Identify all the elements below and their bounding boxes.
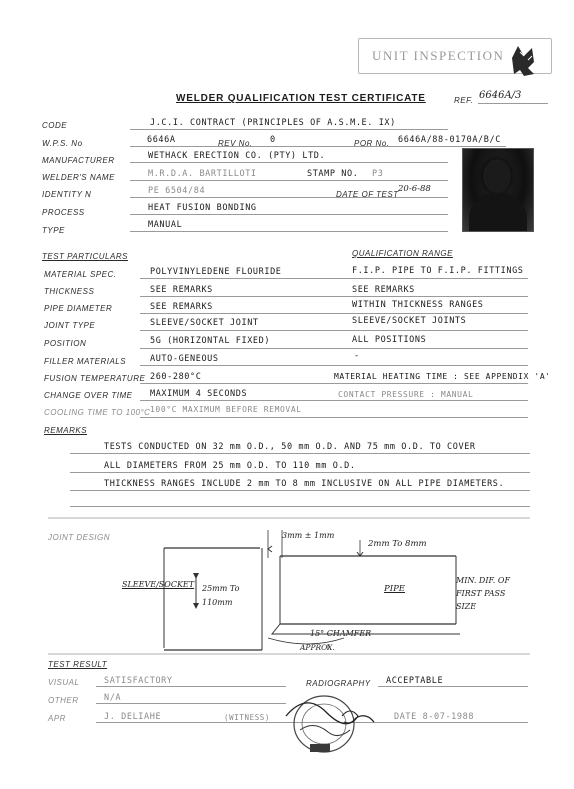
stamp-text: UNIT INSPECTION	[372, 48, 505, 63]
ref-label: REF.	[454, 96, 474, 105]
manufacturer-label: MANUFACTURER	[42, 156, 115, 165]
manufacturer-value: WETHACK ERECTION CO. (PTY) LTD.	[148, 151, 326, 161]
code-label: CODE	[42, 121, 68, 130]
range-value: ALL POSITIONS	[352, 335, 427, 345]
particular-label: FILLER MATERIALS	[44, 357, 127, 366]
remarks-line: ALL DIAMETERS FROM 25 mm O.D. TO 110 mm O.D.	[104, 461, 356, 471]
joint-depth-note: 25mm To 110mm	[202, 584, 240, 607]
result-date: DATE 8-07-1988	[394, 712, 475, 722]
joint-pipe-note: PIPE	[384, 584, 406, 594]
remarks-label: REMARKS	[44, 426, 88, 435]
joint-min-note: MIN. DIF. OF FIRST PASS SIZE	[456, 576, 510, 611]
joint-approx-note: APPROX.	[300, 643, 335, 652]
type-label: TYPE	[42, 226, 65, 235]
particular-label: POSITION	[44, 339, 87, 348]
remarks-line: THICKNESS RANGES INCLUDE 2 mm TO 8 mm INCLUSIVE ON ALL PIPE DIAMETERS.	[104, 479, 505, 489]
document-title: WELDER QUALIFICATION TEST CERTIFICATE	[176, 93, 426, 104]
other-value: N/A	[104, 693, 122, 703]
particular-value: 5G (HORIZONTAL FIXED)	[150, 336, 271, 346]
cooling-label: COOLING TIME TO 100°C	[44, 408, 151, 417]
visual-value: SATISFACTORY	[104, 676, 173, 686]
date-test-label: DATE OF TEST	[336, 190, 399, 199]
test-result-label: TEST RESULT	[48, 660, 108, 669]
date-test-value: 20-6-88	[398, 184, 431, 194]
range-value: WITHIN THICKNESS RANGES	[352, 300, 484, 310]
identity-label: IDENTITY N	[42, 190, 92, 199]
change-over-value: MAXIMUM 4 SECONDS	[150, 389, 248, 399]
range-value: -	[354, 351, 360, 361]
qualification-range-heading: QUALIFICATION RANGE	[352, 249, 453, 258]
cooling-value: 100°C MAXIMUM BEFORE REMOVAL	[150, 405, 302, 414]
por-label: POR No.	[354, 139, 390, 148]
range-value: SEE REMARKS	[352, 285, 415, 295]
witness-text: (WITNESS)	[224, 713, 271, 722]
code-value: J.C.I. CONTRACT (PRINCIPLES OF A.S.M.E. IX)	[150, 118, 396, 128]
joint-design-label: JOINT DESIGN	[48, 533, 111, 542]
fusion-label: FUSION TEMPERATURE	[44, 374, 146, 383]
fusion-value: 260-280°C	[150, 372, 202, 382]
fusion-heating: MATERIAL HEATING TIME : SEE APPENDIX 'A'	[334, 372, 551, 381]
particular-label: THICKNESS	[44, 287, 95, 296]
particular-value: SEE REMARKS	[150, 302, 213, 312]
process-value: HEAT FUSION BONDING	[148, 203, 257, 213]
welder-value: M.R.D.A. BARTILLOTI	[148, 169, 257, 179]
particular-value: SLEEVE/SOCKET JOINT	[150, 318, 259, 328]
apr-value: J. DELIAHE	[104, 712, 162, 722]
radiography-value: ACCEPTABLE	[386, 676, 444, 686]
particular-label: MATERIAL SPEC.	[44, 270, 117, 279]
range-value: SLEEVE/SOCKET JOINTS	[352, 316, 467, 326]
wps-label: W.P.S. No	[42, 139, 83, 148]
particular-value: SEE REMARKS	[150, 285, 213, 295]
range-value: F.I.P. PIPE TO F.I.P. FITTINGS	[352, 266, 524, 276]
welder-photo	[462, 148, 534, 232]
radiography-label: RADIOGRAPHY	[306, 679, 371, 688]
particular-value: POLYVINYLEDENE FLOURIDE	[150, 267, 282, 277]
welder-label: WELDER'S NAME	[42, 173, 115, 182]
remarks-line: TESTS CONDUCTED ON 32 mm O.D., 50 mm O.D. AND 75 mm O.D. TO COVER	[104, 442, 476, 452]
test-particulars-heading: TEST PARTICULARS	[42, 252, 128, 261]
joint-chamfer-note: 15° CHAMFER	[310, 629, 372, 638]
type-value: MANUAL	[148, 220, 183, 230]
wps-value: 6646A	[147, 135, 176, 145]
other-label: OTHER	[48, 696, 79, 705]
stamp-no-value: P3	[372, 169, 384, 179]
rev-value: 0	[270, 135, 276, 145]
ref-value: 6646A/3	[479, 90, 522, 101]
apr-label: APR	[48, 714, 66, 723]
por-value: 6646A/88-0170A/B/C	[398, 135, 501, 145]
visual-label: VISUAL	[48, 678, 80, 687]
change-over-label: CHANGE OVER TIME	[44, 391, 133, 400]
rev-label: REV No.	[218, 139, 253, 148]
particular-label: JOINT TYPE	[44, 321, 96, 330]
process-label: PROCESS	[42, 208, 85, 217]
particular-label: PIPE DIAMETER	[44, 304, 113, 313]
joint-gap-note: 3mm ± 1mm	[282, 531, 335, 540]
identity-value: PE 6504/84	[148, 186, 206, 196]
particular-value: AUTO-GENEOUS	[150, 354, 219, 364]
joint-thickness-note: 2mm To 8mm	[368, 539, 427, 549]
stamp-no-label: STAMP NO.	[307, 169, 359, 179]
contact-pressure: CONTACT PRESSURE : MANUAL	[338, 390, 474, 399]
joint-sleeve-note: SLEEVE/SOCKET	[122, 580, 195, 589]
